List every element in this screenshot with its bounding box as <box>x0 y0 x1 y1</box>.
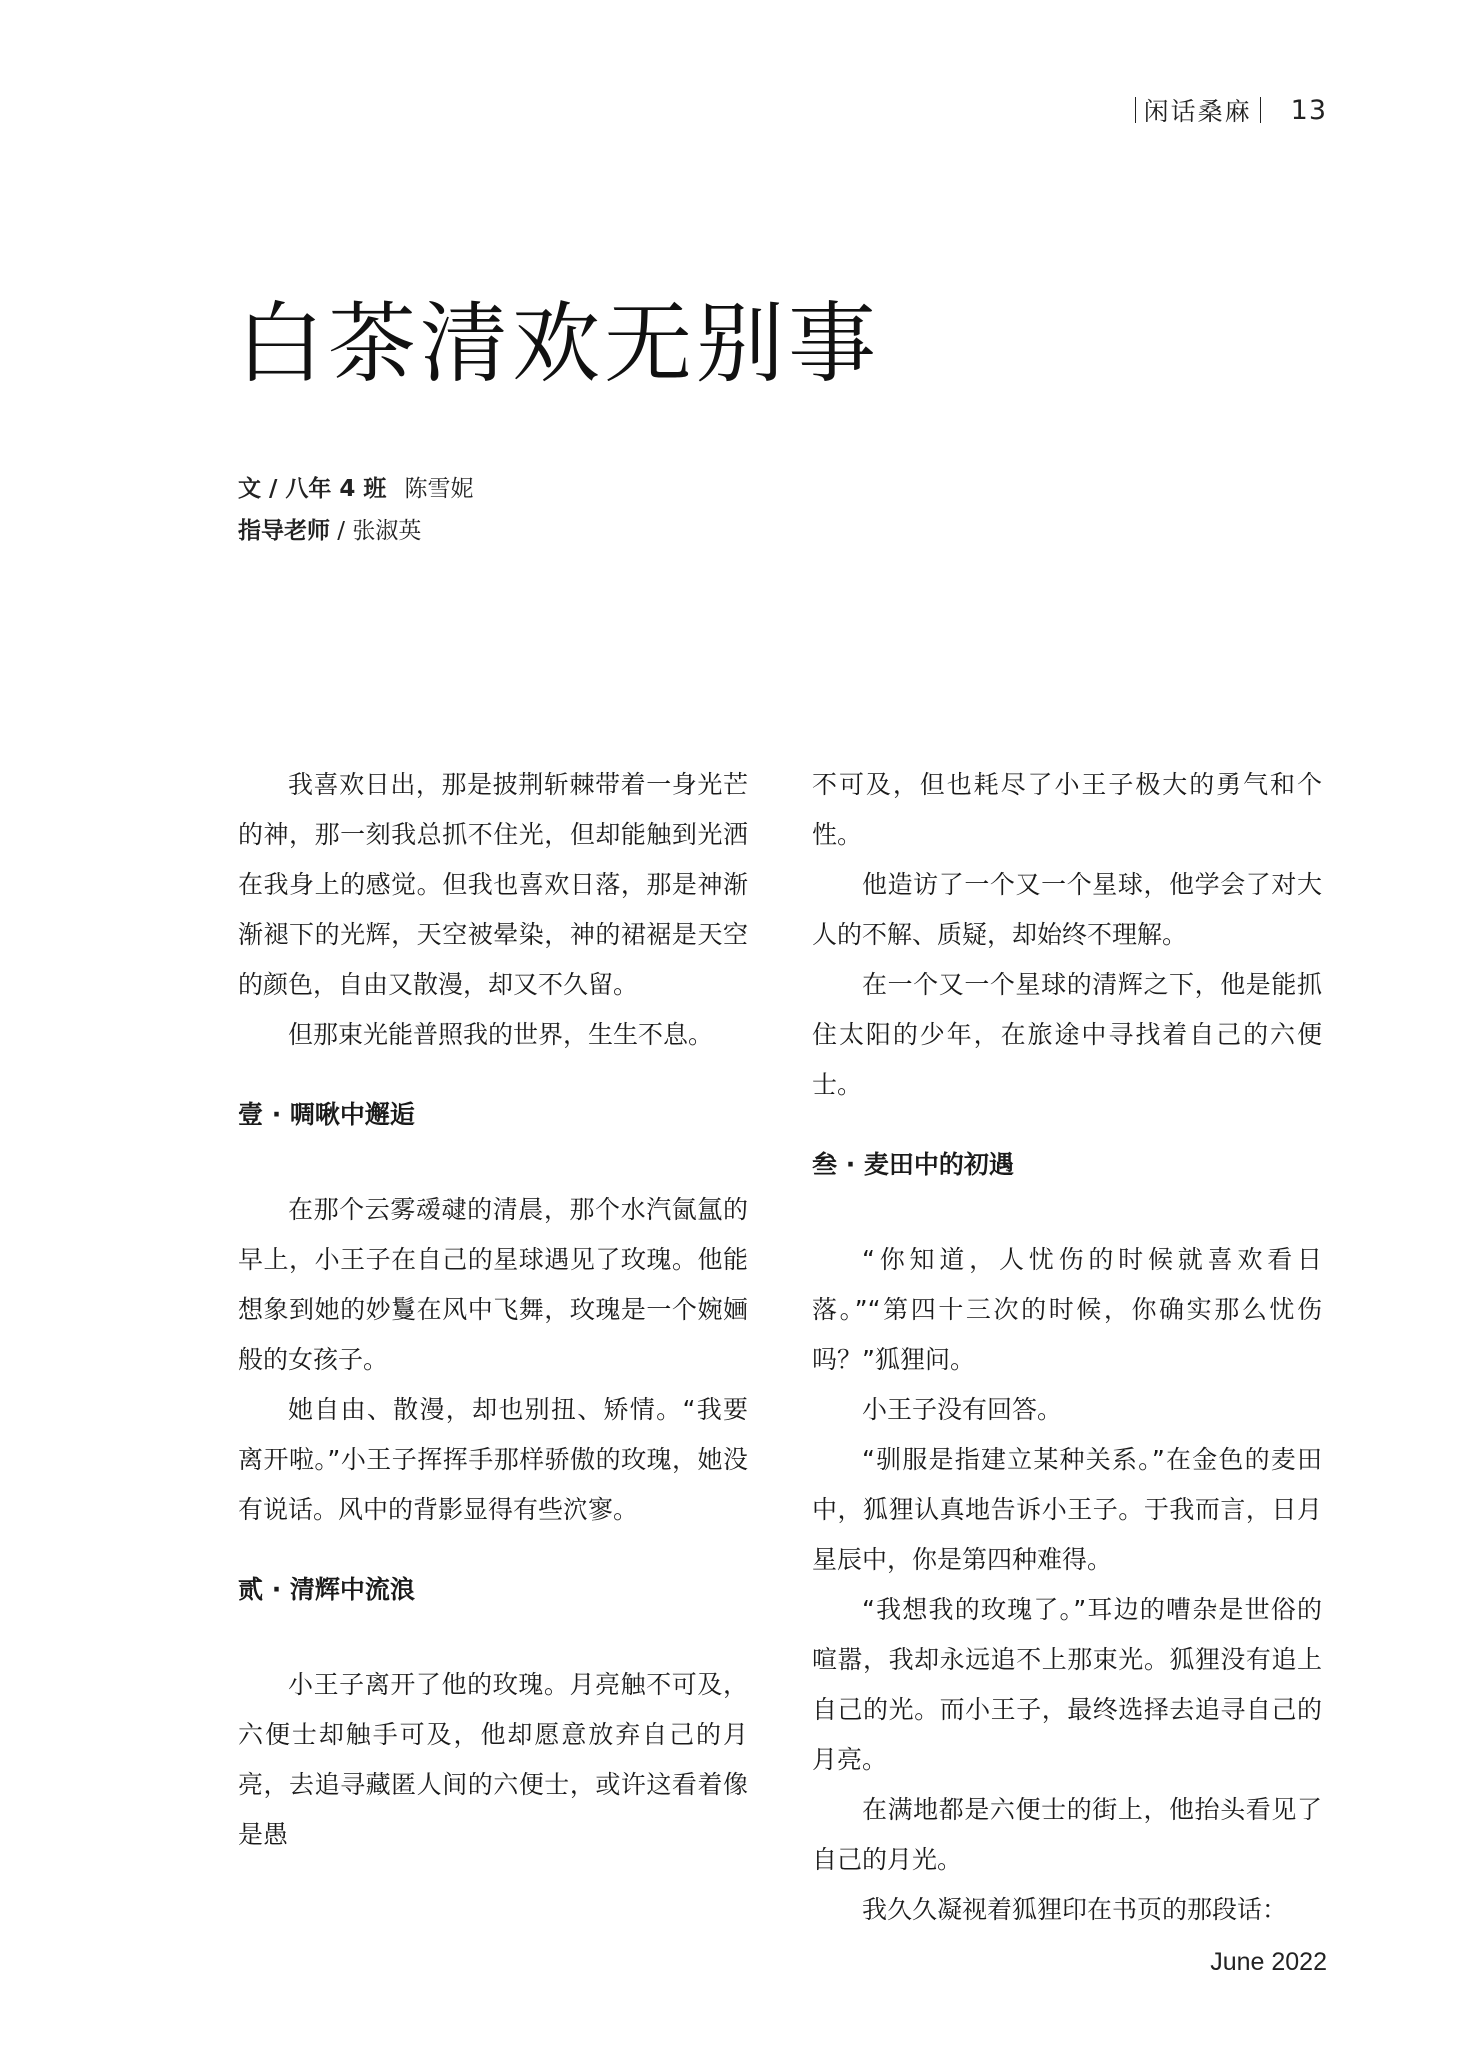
paragraph: 他造访了一个又一个星球，他学会了对大人的不解、质疑，却始终不理解。 <box>812 870 1322 949</box>
section-heading: 叁 · 麦田中的初遇 <box>812 1150 1014 1179</box>
teacher-line <box>238 510 473 552</box>
section-heading: 贰 · 清辉中流浪 <box>238 1575 415 1604</box>
left-column <box>238 760 748 1860</box>
paragraph: 在一个又一个星球的清辉之下，他是能抓住太阳的少年，在旅途中寻找着自己的六便士。 <box>812 970 1322 1099</box>
paragraph: 在那个云雾叆叇的清晨，那个水汽氤氲的早上，小王子在自己的星球遇见了玫瑰。他能想象到她的妙鬘在风中飞舞，玫瑰是一个婉婳般的女孩子。 <box>238 1195 748 1374</box>
paragraph: 在满地都是六便士的街上，他抬头看见了自己的月光。 <box>812 1795 1322 1874</box>
right-column <box>812 760 1322 1935</box>
running-header <box>1127 92 1327 128</box>
header-divider-left <box>1135 97 1136 123</box>
paragraph-continuation: 不可及，但也耗尽了小王子极大的勇气和个性。 <box>812 770 1322 849</box>
issue-date: June 2022 <box>1210 1948 1327 1976</box>
author-name: 陈雪妮 <box>404 476 474 502</box>
teacher-separator: / <box>330 518 353 544</box>
paragraph: 小王子离开了他的玫瑰。月亮触不可及，六便士却触手可及，他却愿意放弃自己的月亮，去追寻藏匿人间的六便士，或许这看着像是愚 <box>238 1670 748 1849</box>
paragraph: 小王子没有回答。 <box>862 1395 1063 1424</box>
author-line <box>238 468 473 510</box>
paragraph: 她自由、散漫，却也别扭、矫情。“我要离开啦。”小王子挥挥手那样骄傲的玫瑰，她没有说话。风中的背影显得有些泬寥。 <box>238 1395 748 1524</box>
paragraph: “驯服是指建立某种关系。”在金色的麦田中，狐狸认真地告诉小王子。于我而言，日月星辰中，你是第四种难得。 <box>812 1445 1322 1574</box>
paragraph: 我喜欢日出，那是披荆斩棘带着一身光芒的神，那一刻我总抓不住光，但却能触到光洒在我身上的感觉。但我也喜欢日落，那是神渐渐褪下的光辉，天空被晕染，神的裙裾是天空的颜色，自由又散漫，却又不久留。 <box>238 770 748 999</box>
paragraph: “你知道，人忧伤的时候就喜欢看日落。”“第四十三次的时候，你确实那么忧伤吗？”狐狸问。 <box>812 1245 1322 1374</box>
page-number: 13 <box>1290 94 1327 126</box>
paragraph: “我想我的玫瑰了。”耳边的嘈杂是世俗的喧嚣，我却永远追不上那束光。狐狸没有追上自己的光。而小王子，最终选择去追寻自己的月亮。 <box>812 1595 1322 1774</box>
paragraph: 我久久凝视着狐狸印在书页的那段话： <box>862 1895 1288 1924</box>
teacher-role: 指导老师 <box>238 518 330 544</box>
header-divider-right <box>1260 97 1261 123</box>
paragraph: 但那束光能普照我的世界，生生不息。 <box>288 1020 714 1049</box>
section-heading: 壹 · 啁啾中邂逅 <box>238 1100 415 1129</box>
byline <box>238 468 473 552</box>
article-title: 白茶清欢无别事 <box>236 292 881 395</box>
teacher-name: 张淑英 <box>352 518 422 544</box>
author-role: 文 / 八年 4 班 <box>238 476 387 502</box>
section-name: 闲话桑麻 <box>1143 97 1252 126</box>
